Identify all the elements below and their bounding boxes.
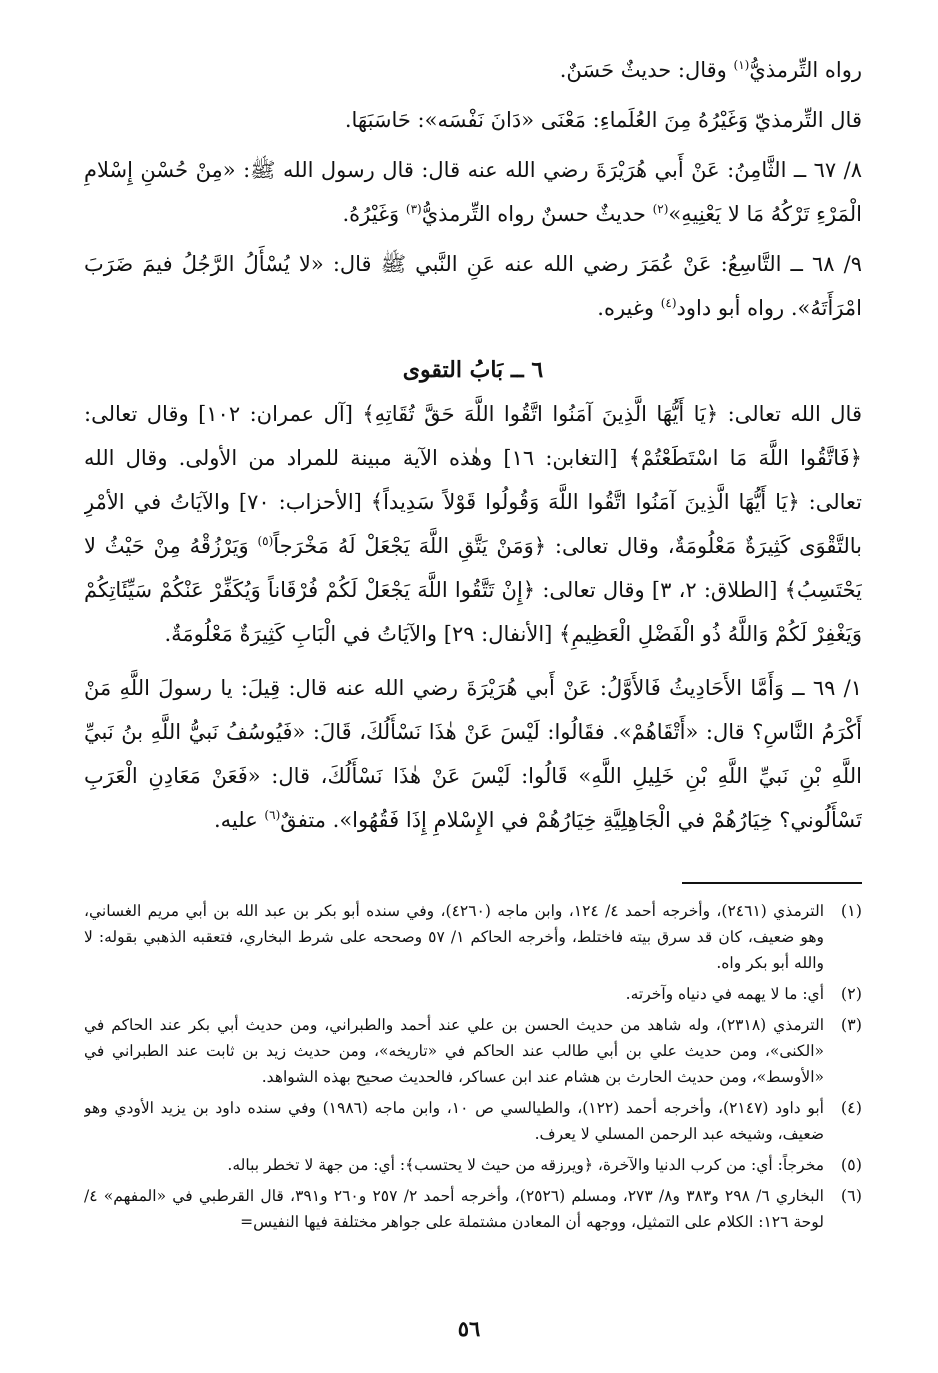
footnote-ref-1[interactable]: (١) [733,58,750,72]
footnote-number: (١) [840,901,862,920]
footnote-text: أي: ما لا يهمه في دنياه وآخرته. [625,985,824,1003]
footnote-item [84,1095,862,1147]
footnote-number: (٢) [840,984,862,1003]
footnote-number: (٣) [840,1015,862,1034]
footnote-text: الترمذي (٢٤٦١)، وأخرجه أحمد ٤/ ١٢٤، وابن ماجه (٤٢٦٠)، وفي سنده أبو بكر بن عبد الله بن أبي مريم الغساني، وهو ضعيف، كان قد سرق بيته فاختلط، وأخرجه الحاكم ١/ ٥٧ وصححه على شرط البخاري، فتعقبه الذهبي بقوله: لا والله أبو بكر واه. [84,902,824,972]
footnote-item [84,898,862,976]
hadith-69: ١/ ٦٩ ــ وَأَمَّا الأَحَادِيثُ فَالأَوَّلُ: عَنْ أَبي هُرَيْرَةَ رضي الله عنه قال: قِيلَ: يا رسولَ اللَّهِ مَنْ أَكْرَمُ النَّاسِ؟ قال: «أَتْقَاهُمْ». فقَالُوا: لَيْسَ عَنْ هٰذَا نَسْأَلُكَ، قَالَ: «فَيُوسُفُ نَبيُّ اللَّهِ بنُ نَبيِّ اللَّهِ بْنِ نَبيِّ اللَّهِ بْنِ خَلِيلِ اللَّهِ» قَالُوا: لَيْسَ عَنْ هٰذَا نَسْأَلُكَ، قال: «فَعَنْ مَعَادِنِ الْعَرَبِ تَسْأَلُوني؟ خِيَارُهُمْ في الْجَاهِلِيَّةِ خِيَارُهُمْ في الإِسْلامِ إِذَا فَقُهُوا». متفقٌ$^{(٦)}$ عليه. [84,676,862,832]
footnote-ref-5[interactable]: (٥) [257,534,274,548]
footnote-item [84,1183,862,1235]
footnote-item [84,981,862,1007]
footnote-text: الترمذي (٢٣١٨)، وله شاهد من حديث الحسن بن علي عند أحمد والطبراني، ومن حديث أبي بكر عند الحاكم في «الكنى»، ومن حديث علي بن أبي طالب عند الحاكم في «تاريخه»، ومن حديث زيد بن ثابت عند الطبراني في «الأوسط»، ومن حديث الحارث بن هشام عند ابن عساكر، فالحديث صحيح بهذه الشواهد. [84,1016,824,1086]
footnote-ref-6[interactable]: (٦) [264,808,281,822]
footnote-text: البخاري ٦/ ٢٩٨ و٣٨٣ و٨/ ٢٧٣، ومسلم (٢٥٢٦)، وأخرجه أحمد ٢/ ٢٥٧ و٢٦٠ و٣٩١، قال القرطبي في «المفهم» ٤/ لوحة ١٢٦: الكلام على التمثيل، ووجهه أن المعادن مشتملة على جواهر مختلفة فيها النفيس= [84,1187,824,1231]
footnote-number: (٤) [840,1098,862,1117]
footnote-item [84,1152,862,1178]
hadith-67: ٨/ ٦٧ ــ الثَّامِنُ: عَنْ أَبي هُرَيْرَةَ رضي الله عنه قال: قال رسول الله ﷺ: «مِنْ حُسْنِ إِسْلامِ الْمَرْءِ تَرْكُهُ مَا لا يَعْنِيهِ»$^{(٢)}$ حديثٌ حسنٌ رواه التِّرمذيُّ$^{(٣)}$ وَغَيْرُهُ. [84,158,862,226]
footnote-ref-4[interactable]: (٤) [660,296,677,310]
hadith-68: ٩/ ٦٨ ــ التَّاسِعُ: عَنْ عُمَرَ رضي الله عنه عَنِ النَّبي ﷺ قال: «لا يُسْأَلُ الرَّجُلُ فيمَ ضَرَبَ امْرَأَتَهُ». رواه أبو داود$^{(٤)}$ وغيره. [84,252,862,320]
main-text [84,48,862,842]
paragraph-tirmidhi-narration: رواه التِّرمذيُّ$^{(١)}$ وقال: حديثٌ حَسَنٌ. [559,58,862,82]
footnote-item [84,1012,862,1090]
footnote-ref-2[interactable]: (٢) [652,202,669,216]
page-number: ٥٦ [457,1316,481,1341]
footnote-number: (٦) [840,1186,862,1205]
chapter-heading: ٦ ــ بَابُ التقوى [402,357,544,383]
footnote-ref-3[interactable]: (٣) [405,202,422,216]
paragraph-taqwa-verses: قال الله تعالى: ﴿يَا أَيُّهَا الَّذِينَ آمَنُوا اتَّقُوا اللَّهَ حَقَّ تُقَاتِهِ﴾ [آل عمران: ١٠٢] وقال تعالى: ﴿فَاتَّقُوا اللَّهَ مَا اسْتَطَعْتُمْ﴾ [التغابن: ١٦] وهٰذه الآية مبينة للمراد من الأولى. وقال الله تعالى: ﴿يَا أَيُّهَا الَّذِينَ آمَنُوا اتَّقُوا اللَّهَ وَقُولُوا قَوْلاً سَدِيداً﴾ [الأحزاب: ٧٠] والآيَاتُ في الأمْرِ بالتَّقْوَى كَثِيرَةٌ مَعْلُومَةٌ، وقال تعالى: ﴿وَمَنْ يَتَّقِ اللَّهَ يَجْعَلْ لَهُ مَخْرَجاً$^{(٥)}$ وَيَرْزُقْهُ مِنْ حَيْثُ لا يَحْتَسِبُ﴾ [الطلاق: ٢، ٣] وقال تعالى: ﴿إِنْ تَتَّقُوا اللَّهَ يَجْعَلْ لَكُمْ فُرْقَاناً وَيُكَفِّرْ عَنْكُمْ سَيِّئَاتِكُمْ وَيَغْفِرْ لَكُمْ وَاللَّهُ ذُو الْفَضْلِ الْعَظِيمِ﴾ [الأنفال: ٢٩] والآيَاتُ في الْبَابِ كَثِيرَةٌ مَعْلُومَةٌ. [84,402,862,646]
paragraph-meaning-note: قال التِّرمذيّ وَغَيْرُهُ مِنَ العُلَماءِ: مَعْنَى «دَانَ نَفْسَه»: حَاسَبَهَا. [344,108,862,132]
footnote-text: أبو داود (٢١٤٧)، وأخرجه أحمد (١٢٢)، والطيالسي ص ١٠، وابن ماجه (١٩٨٦) وفي سنده داود بن يزيد الأودي وهو ضعيف، وشيخه عبد الرحمن المسلي لا يعرف. [84,1099,824,1143]
footnote-text: مخرجاً: أي: من كرب الدنيا والآخرة، ﴿ويرزقه من حيث لا يحتسب﴾: أي: من جهة لا تخطر بباله. [227,1156,824,1174]
footnotes [84,898,862,1240]
footnote-number: (٥) [840,1155,862,1174]
footnote-separator [682,882,862,884]
